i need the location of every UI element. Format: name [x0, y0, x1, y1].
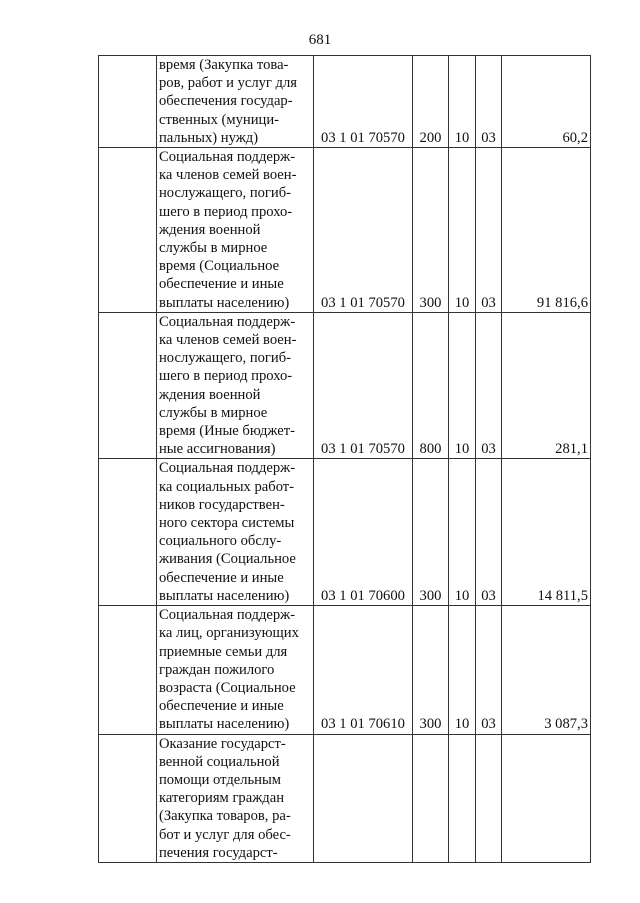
item-name-line: граждан пожилого: [159, 661, 275, 678]
row-number-cell: [99, 734, 157, 862]
item-name-line: венной социальной: [159, 753, 280, 770]
expense-type-cell: [413, 734, 449, 862]
subsection-cell: 03: [476, 312, 502, 459]
subsection-cell: [476, 734, 502, 862]
section-cell: [449, 734, 476, 862]
item-name-line: ка социальных работ-: [159, 478, 295, 495]
row-number-cell: [99, 148, 157, 313]
expense-type-cell: 200: [413, 56, 449, 148]
target-code-cell: 03 1 01 70570: [314, 148, 413, 313]
item-name-line: ждения военной: [159, 221, 261, 238]
expense-type-cell: 300: [413, 459, 449, 606]
target-code-cell: 03 1 01 70570: [314, 312, 413, 459]
table-row: [99, 56, 591, 148]
target-code-cell: 03 1 01 70600: [314, 459, 413, 606]
table-row: [99, 148, 591, 313]
expense-type-cell: 800: [413, 312, 449, 459]
item-name-line: ка членов семей воен-: [159, 167, 297, 184]
item-name-line: Социальная поддерж-: [159, 460, 296, 477]
item-name-cell: [157, 56, 314, 148]
item-name-line: пальных) нужд): [159, 129, 259, 146]
table-row: [99, 312, 591, 459]
expense-type-cell: 300: [413, 148, 449, 313]
row-number-cell: [99, 56, 157, 148]
item-name-line: время (Закупка това-: [159, 57, 289, 73]
item-name-line: ждения военной: [159, 386, 261, 403]
item-name-line: выплаты населению): [159, 294, 290, 311]
page-number: 681: [308, 32, 332, 48]
item-name-line: службы в мирное: [159, 240, 268, 257]
item-name-line: ников государствен-: [159, 496, 285, 513]
item-name-cell: [157, 734, 314, 862]
amount-cell: 3 087,3: [502, 606, 591, 734]
table-row: [99, 606, 591, 734]
item-name-line: обеспечение и иные: [159, 569, 284, 586]
item-name-cell: [157, 459, 314, 606]
item-name-line: бот и услуг для обес-: [159, 826, 291, 843]
item-name-line: обеспечение и иные: [159, 698, 284, 715]
item-name-line: (Закупка товаров, ра-: [159, 808, 291, 825]
item-name-cell: [157, 606, 314, 734]
item-name-line: социального обслу-: [159, 533, 282, 550]
amount-cell: 14 811,5: [502, 459, 591, 606]
subsection-cell: 03: [476, 459, 502, 606]
item-name-line: Социальная поддерж-: [159, 313, 296, 330]
row-number-cell: [99, 459, 157, 606]
item-name-line: помощи отдельным: [159, 771, 282, 788]
item-name-line: приемные семьи для: [159, 643, 288, 660]
budget-table: [98, 55, 591, 863]
item-name-cell: [157, 148, 314, 313]
item-name-line: печения государст-: [159, 844, 278, 861]
subsection-cell: 03: [476, 148, 502, 313]
section-cell: 10: [449, 606, 476, 734]
item-name-line: Социальная поддерж-: [159, 149, 296, 166]
item-name-line: выплаты населению): [159, 587, 290, 604]
item-name-line: нослужащего, погиб-: [159, 350, 292, 367]
item-name-line: возраста (Социальное: [159, 679, 296, 696]
section-cell: 10: [449, 56, 476, 148]
item-name-line: время (Социальное: [159, 258, 280, 275]
subsection-cell: 03: [476, 606, 502, 734]
item-name-line: ственных (муници-: [159, 111, 279, 128]
amount-cell: 91 816,6: [502, 148, 591, 313]
item-name-line: Социальная поддерж-: [159, 607, 296, 624]
target-code-cell: 03 1 01 70570: [314, 56, 413, 148]
item-name-line: живания (Социальное: [159, 551, 296, 568]
section-cell: 10: [449, 148, 476, 313]
item-name-line: категориям граждан: [159, 790, 285, 807]
section-cell: 10: [449, 459, 476, 606]
item-name-line: ка членов семей воен-: [159, 332, 297, 349]
row-number-cell: [99, 312, 157, 459]
amount-cell: 281,1: [502, 312, 591, 459]
item-name-line: ка лиц, организующих: [159, 625, 299, 642]
target-code-cell: 03 1 01 70610: [314, 606, 413, 734]
row-number-cell: [99, 606, 157, 734]
item-name-line: ные ассигнования): [159, 441, 276, 458]
subsection-cell: 03: [476, 56, 502, 148]
item-name-line: службы в мирное: [159, 404, 268, 421]
item-name-cell: [157, 312, 314, 459]
item-name-line: ров, работ и услуг для: [159, 75, 297, 92]
amount-cell: 60,2: [502, 56, 591, 148]
item-name-line: обеспечения государ-: [159, 93, 293, 110]
item-name-line: выплаты населению): [159, 716, 290, 733]
item-name-line: обеспечение и иные: [159, 276, 284, 293]
item-name-line: ного сектора системы: [159, 515, 295, 532]
target-code-cell: [314, 734, 413, 862]
section-cell: 10: [449, 312, 476, 459]
item-name-line: шего в период прохо-: [159, 368, 293, 385]
item-name-line: Оказание государст-: [159, 735, 286, 752]
table-row: [99, 459, 591, 606]
item-name-line: шего в период прохо-: [159, 203, 293, 220]
amount-cell: [502, 734, 591, 862]
item-name-line: время (Иные бюджет-: [159, 423, 296, 440]
table-row: [99, 734, 591, 862]
expense-type-cell: 300: [413, 606, 449, 734]
item-name-line: нослужащего, погиб-: [159, 185, 292, 202]
